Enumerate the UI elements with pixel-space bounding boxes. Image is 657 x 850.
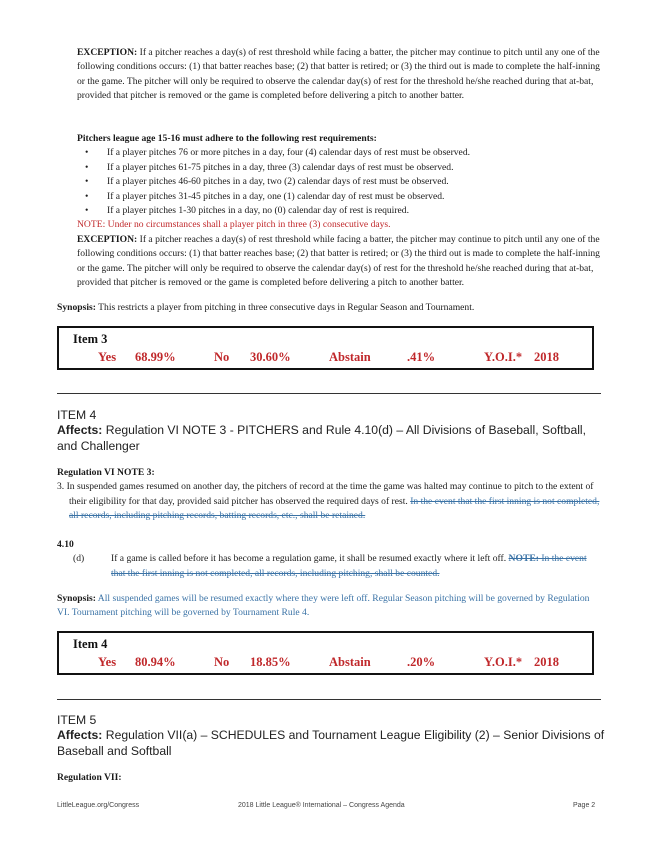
affects-text: Regulation VI NOTE 3 - PITCHERS and Rule 4.10(d) – All Divisions of Baseball, Softball, and Challenger bbox=[57, 423, 587, 453]
vote-box-title: Item 4 bbox=[73, 637, 108, 651]
league-heading: Pitchers league age 15-16 must adhere to the following rest requirements: bbox=[77, 133, 377, 144]
no-value: 18.85% bbox=[250, 655, 291, 669]
yoi-value: 2018 bbox=[534, 655, 559, 669]
yoi-label: Y.O.I.* bbox=[484, 655, 523, 669]
no-value: 30.60% bbox=[250, 350, 291, 364]
footer-title: 2018 Little League® International – Congress Agenda bbox=[238, 802, 405, 809]
item-4-heading: ITEM 4 bbox=[57, 408, 97, 422]
exception-paragraph-1 bbox=[77, 46, 602, 104]
vote-results-box-item-3 bbox=[57, 326, 594, 370]
struck-text: In the event that the first inning is not completed, all records, including pitching, shall be counted. bbox=[111, 553, 587, 579]
exception-label: EXCEPTION: bbox=[77, 233, 138, 245]
yoi-label: Y.O.I.* bbox=[484, 350, 523, 364]
item-5-heading: ITEM 5 bbox=[57, 713, 97, 727]
struck-note-label: NOTE: bbox=[508, 553, 539, 565]
abstain-label: Abstain bbox=[329, 655, 371, 669]
exception-label: EXCEPTION: bbox=[77, 47, 138, 58]
affects-label: Affects: bbox=[57, 423, 103, 437]
page-number: Page 2 bbox=[573, 802, 596, 809]
yes-label: Yes bbox=[98, 350, 117, 364]
rule-text: If a game is called before it has become a regulation game, it shall be resumed exactly where it left off. bbox=[111, 553, 507, 565]
item-4-affects bbox=[57, 423, 607, 454]
synopsis-item-4 bbox=[57, 592, 602, 621]
abstain-value: .41% bbox=[407, 350, 436, 364]
yes-label: Yes bbox=[98, 655, 117, 669]
no-label: No bbox=[214, 350, 230, 364]
synopsis-label: Synopsis: bbox=[57, 593, 96, 604]
affects-label: Affects: bbox=[57, 728, 103, 742]
footer-link[interactable]: LittleLeague.org/Congress bbox=[57, 802, 140, 809]
regulation-number: 3. bbox=[57, 481, 65, 493]
synopsis-text: This restricts a player from pitching in three consecutive days in Regular Season and Tournament. bbox=[95, 302, 475, 313]
no-label: No bbox=[214, 655, 230, 669]
list-item: • If a player pitches 76 or more pitches in a day, four (4) calendar days of rest must be observed. bbox=[77, 146, 602, 160]
yes-value: 68.99% bbox=[135, 350, 176, 364]
synopsis-item-3 bbox=[57, 301, 602, 315]
struck-text: In the event that the first inning is not completed, all records, including pitching records, batting records, etc., shall be retained. bbox=[69, 495, 600, 522]
rest-requirements-list bbox=[77, 146, 602, 218]
rule-4-10 bbox=[57, 538, 602, 581]
regulation-vii bbox=[57, 771, 582, 785]
league-15-16-section bbox=[77, 132, 602, 290]
list-item: • If a player pitches 46-60 pitches in a day, two (2) calendar days of rest must be observed. bbox=[77, 175, 602, 189]
regulation-text: In suspended games resumed on another day, the pitchers of record at the time the game was halted may continue to pitch to the extent of their eligibility for that day, provided said pitcher has observed the required days of rest. bbox=[66, 481, 594, 507]
yoi-value: 2018 bbox=[534, 350, 559, 364]
abstain-value: .20% bbox=[407, 655, 436, 669]
abstain-label: Abstain bbox=[329, 350, 371, 364]
item-5-affects bbox=[57, 728, 607, 759]
rule-heading: 4.10 bbox=[57, 539, 74, 550]
list-item: • If a player pitches 31-45 pitches in a day, one (1) calendar day of rest must be observed. bbox=[77, 190, 602, 204]
synopsis-text: All suspended games will be resumed exactly where they were left off. Regular Season pitching will be governed by Regulation VI. Tournament pitching will be governed by Tournament Rule 4. bbox=[57, 593, 590, 619]
list-item: • If a player pitches 61-75 pitches in a day, three (3) calendar days of rest must be observed. bbox=[77, 161, 602, 175]
exception-paragraph-2 bbox=[77, 233, 602, 291]
section-divider bbox=[57, 699, 601, 700]
regulation-heading: Regulation VII: bbox=[57, 772, 122, 783]
regulation-heading: Regulation VI NOTE 3: bbox=[57, 467, 155, 478]
vote-results-box-item-4 bbox=[57, 631, 594, 675]
exception-text: If a pitcher reaches a day(s) of rest threshold while facing a batter, the pitcher may continue to pitch until any one of the following conditions occurs: (1) that batter reaches base; (2) that batter is retired; or (3) the third out is made to complete the half-inning or the game. The pitcher will only be required to observe the calendar day(s) of rest for the threshold he/she reached during that at-bat, provided that pitcher is removed or the game is completed before delivering a pitch to another batter. bbox=[77, 233, 600, 289]
synopsis-label: Synopsis: bbox=[57, 302, 96, 313]
exception-text: If a pitcher reaches a day(s) of rest threshold while facing a batter, the pitcher may continue to pitch until any one of the following conditions occurs: (1) that batter reaches base; (2) that batter is retired; or (3) the third out is made to complete the half-inning or the game. The pitcher will only be required to observe the calendar day(s) of rest for the threshold he/she reached during that at-bat, provided that pitcher is removed or the game is completed before delivering a pitch to another batter. bbox=[77, 47, 600, 102]
consecutive-days-note: NOTE: Under no circumstances shall a player pitch in three (3) consecutive days. bbox=[77, 219, 391, 231]
section-divider bbox=[57, 393, 601, 394]
list-item: • If a player pitches 1-30 pitches in a day, no (0) calendar day of rest is required. bbox=[77, 204, 602, 218]
vote-box-title: Item 3 bbox=[73, 332, 108, 346]
rule-letter: (d) bbox=[73, 553, 85, 565]
regulation-vi-note-3 bbox=[57, 466, 602, 524]
yes-value: 80.94% bbox=[135, 655, 176, 669]
affects-text: Regulation VII(a) – SCHEDULES and Tournament League Eligibility (2) – Senior Divisions of Baseball and Softball bbox=[57, 728, 605, 758]
